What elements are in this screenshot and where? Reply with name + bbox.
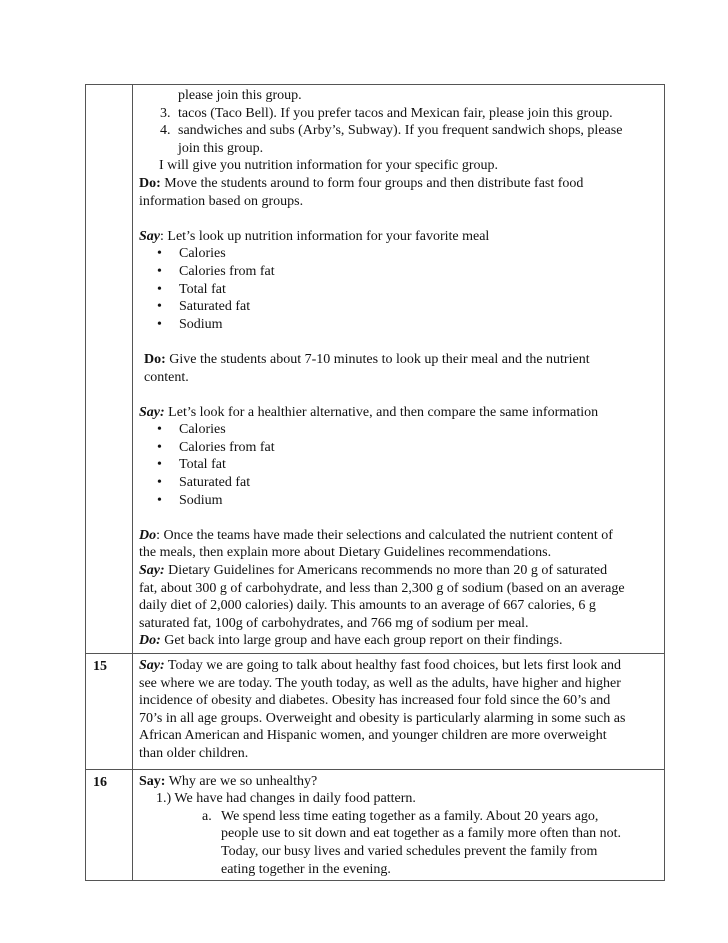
text-span: Get back into large group and have each group report on their findings. [160, 633, 563, 649]
step-number-cell [86, 654, 133, 770]
step-number: 15 [93, 659, 107, 674]
say-instruction [137, 228, 660, 246]
item-text: tacos (Taco Bell). If you prefer tacos and Mexican fair, please join this group. [178, 105, 613, 121]
step-number [86, 85, 132, 89]
step-content-cell [133, 654, 665, 770]
numbered-item [137, 122, 660, 140]
text-line: the meals, then explain more about Dietary Guidelines recommendations. [139, 545, 552, 561]
table-row [86, 769, 665, 881]
lesson-plan-table [85, 84, 665, 881]
item-letter: a. [202, 808, 212, 824]
item-text: sandwiches and subs (Arby’s, Subway). If you frequent sandwich shops, please [178, 123, 623, 139]
do-label: Do: [139, 633, 161, 649]
numbered-item [137, 790, 660, 808]
bullet-item: • Sodium [137, 316, 660, 334]
step-content-cell [133, 769, 665, 881]
text-line: than older children. [139, 745, 249, 761]
text-span: Let’s look for a healthier alternative, and then compare the same information [164, 404, 599, 420]
item-number: 4. [160, 123, 171, 139]
do-label: Do: [144, 351, 166, 367]
item-number: 1.) [156, 791, 172, 807]
text-span: Move the students around to form four groups and then distribute fast food [160, 175, 584, 191]
text-span: : Let’s look up nutrition information for your favorite meal [160, 228, 490, 244]
say-label: Say: [139, 773, 166, 789]
say-instruction [137, 773, 660, 791]
table-row [86, 85, 665, 654]
bullet-item: • Calories [137, 421, 660, 439]
text-line: incidence of obesity and diabetes. Obesity has increased four fold since the 60’s and [139, 693, 611, 709]
step-content-cell [133, 85, 665, 654]
text-line: join this group. [178, 140, 264, 156]
say-label: Say: [139, 563, 165, 579]
bullet-item: • Calories from fat [137, 439, 660, 457]
lettered-item [137, 808, 660, 826]
say-instruction [137, 562, 660, 580]
bullet-item: • Calories [137, 245, 660, 263]
text-line: 70’s in all age groups. Overweight and obesity is particularly alarming in some such as [139, 710, 626, 726]
say-label: Say: [139, 658, 165, 673]
do-label: Do [139, 527, 157, 543]
bullet-item: • Total fat [137, 456, 660, 474]
say-instruction [137, 657, 660, 675]
bullet-item: • Sodium [137, 492, 660, 510]
text-line: Today, our busy lives and varied schedules prevent the family from [221, 843, 598, 859]
do-label: Do: [139, 175, 161, 191]
text-line: people use to sit down and eat together as a family more often than not. [221, 826, 622, 842]
text-line: I will give you nutrition information for your specific group. [159, 158, 499, 174]
text-line: fat, about 300 g of carbohydrate, and less than 2,300 g of sodium (based on an average [139, 580, 625, 596]
item-text: We have had changes in daily food pattern. [171, 791, 416, 807]
text-line: African American and Hispanic women, and younger children are more overweight [139, 728, 607, 744]
do-instruction [137, 632, 660, 650]
text-span: Give the students about 7-10 minutes to look up their meal and the nutrient [165, 351, 590, 367]
item-text: We spend less time eating together as a family. About 20 years ago, [221, 808, 599, 824]
text-line: saturated fat, 100g of carbohydrates, and 766 mg of sodium per meal. [139, 615, 529, 631]
text-line: information based on groups. [139, 193, 304, 209]
say-instruction [137, 404, 660, 422]
step-number-cell [86, 85, 133, 654]
numbered-item [137, 105, 660, 123]
text-span: Why are we so unhealthy? [165, 773, 318, 789]
text-line: eating together in the evening. [221, 861, 391, 877]
bullet-item: • Saturated fat [137, 474, 660, 492]
bullet-item: • Calories from fat [137, 263, 660, 281]
table-row [86, 654, 665, 770]
text-line: content. [144, 369, 189, 385]
do-instruction [137, 527, 660, 545]
bullet-item: • Saturated fat [137, 298, 660, 316]
say-label: Say [139, 228, 160, 244]
text-span: : Once the teams have made their selections and calculated the nutrient content of [156, 527, 613, 543]
do-instruction [137, 175, 660, 193]
step-number-cell [86, 769, 133, 881]
text-span: Today we are going to talk about healthy fast food choices, but lets first look and [164, 658, 622, 673]
do-instruction [137, 351, 660, 369]
text-line: daily diet of 2,000 calories) daily. This amounts to an average of 667 calories, 6 g [139, 598, 596, 614]
bullet-item: • Total fat [137, 281, 660, 299]
text-line: please join this group. [178, 88, 302, 103]
text-span: Dietary Guidelines for Americans recommends no more than 20 g of saturated [164, 563, 608, 579]
step-number: 16 [93, 774, 107, 790]
item-number: 3. [160, 105, 171, 121]
text-line: see where we are today. The youth today, as well as the adults, have higher and higher [139, 675, 621, 691]
say-label: Say: [139, 404, 165, 420]
